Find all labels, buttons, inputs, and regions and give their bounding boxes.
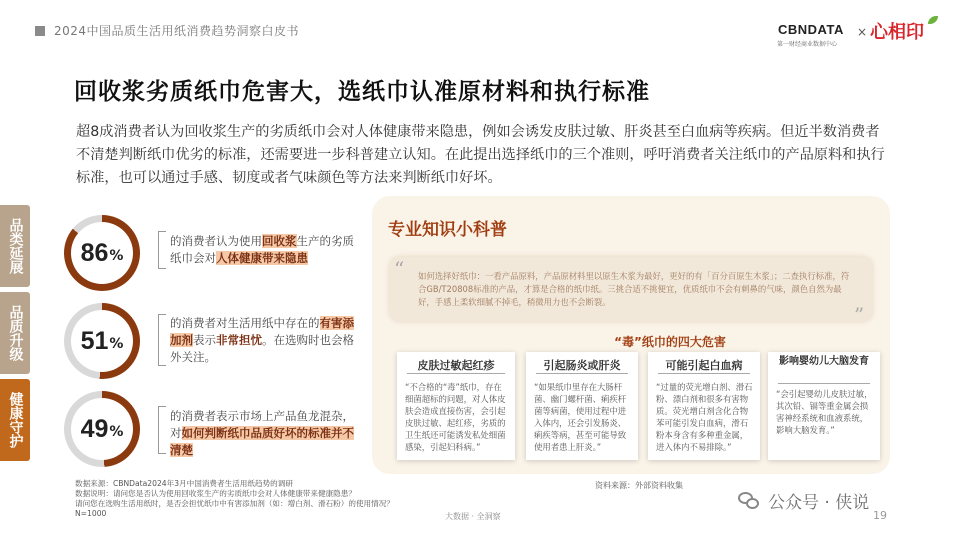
- card-divider: [778, 383, 870, 384]
- quote-close-mark: ”: [854, 303, 865, 327]
- stat-value: 86: [80, 238, 109, 267]
- stat-unit: %: [109, 424, 124, 440]
- card-divider: [536, 373, 628, 374]
- header-marker: [35, 26, 45, 36]
- danger-card: [526, 352, 638, 460]
- footer-slogan: 大数据 · 全洞察: [445, 512, 501, 521]
- stat-ring: [64, 391, 140, 467]
- stat-description: 的消费者对生活用纸中存在的有害添加剂表示非常担忧。在选购时也会格外关注。: [170, 316, 354, 364]
- logo-separator: ×: [857, 25, 868, 39]
- quote-text: 如何选择好纸巾：一看产品原料，产品原材料里以原生木浆为最好，更好的有「百分百原生木浆」；二查执行标准，符合GB/T20808标准的产品，才算是合格的纸巾纸。三挑合适不挑便宜，优质纸巾不会有刺鼻的气味，颜色自然为最好，手感上柔软细腻不掉毛，稍微用力也不会断裂。: [418, 271, 850, 307]
- card-body: “不合格的“毒”纸巾，存在细菌超标的问题，对人体皮肤会造成直接伤害，会引起皮肤过敏、起红疹，劣质的卫生纸还可能诱发私处细菌感染，引起妇科病。”: [405, 382, 506, 452]
- card-body: “如果纸巾里存在大肠杆菌、幽门螺杆菌、痢疾杆菌等病菌，使用过程中进入体内，还会引发肠炎、痢疾等病，甚至可能导致使用者患上肝炎。”: [534, 382, 627, 452]
- stat-ring: [64, 303, 140, 379]
- card-divider: [658, 373, 750, 374]
- stat-bracket: [158, 314, 166, 366]
- side-tab-quality[interactable]: [0, 292, 30, 374]
- card-heading: 引起肠炎或肝炎: [543, 359, 621, 372]
- danger-section-title: “毒”纸巾的四大危害: [614, 335, 726, 349]
- side-tab-label: 健康守护: [7, 392, 24, 448]
- data-source-note: 数据来源：CBNData2024年3月中国消费者生活用纸趋势的调研 数据说明：请问您是否认为使用回收浆生产的劣质纸巾会对人体健康带来健康隐患？ 请问您在选购生活用纸时，是否会担忧纸巾中有害添加剂（如：增白剂、滑石粉）的使用情况？N=1000: [75, 479, 394, 518]
- card-body: “过量的荧光增白剂、滑石粉、漂白剂和很多有害物质。荧光增白剂含化合物苯可能引发白血病，滑石粉本身含有多种重金属，进入体内不易排除。”: [656, 382, 753, 452]
- report-title: 2024中国品质生活用纸消费趋势洞察白皮书: [54, 24, 300, 38]
- side-tab-health[interactable]: [0, 379, 30, 461]
- side-tab-category[interactable]: [0, 205, 30, 287]
- cbndata-logo: CBNDATA: [778, 22, 844, 37]
- reference-source-note: 资料来源：外部资料收集: [595, 481, 683, 490]
- page-title: 回收浆劣质纸巾危害大，选纸巾认准原材料和执行标准: [74, 79, 650, 105]
- leaf-icon: [928, 16, 938, 24]
- side-tab-label: 品类延展: [7, 218, 24, 274]
- stat-bracket: [158, 406, 166, 454]
- partner-logo: 心相印: [870, 22, 924, 43]
- card-divider: [407, 373, 505, 374]
- stat-description: 的消费者表示市场上产品鱼龙混杂，对如何判断纸巾品质好坏的标准并不清楚: [170, 409, 354, 457]
- wechat-watermark: [738, 488, 869, 513]
- panel-title: 专业知识小科普: [388, 220, 507, 240]
- stat-description: 的消费者认为使用回收浆生产的劣质纸巾会对人体健康带来隐患: [170, 234, 354, 265]
- quote-open-mark: “: [394, 257, 405, 281]
- stat-unit: %: [109, 336, 124, 352]
- card-heading: 影响婴幼儿大脑发育: [779, 356, 869, 367]
- stat-value: 49: [80, 414, 109, 443]
- page-number: 19: [873, 509, 887, 522]
- card-heading: 可能引起白血病: [665, 359, 743, 372]
- side-tab-label: 品质升级: [7, 305, 24, 361]
- card-body: “会引起婴幼儿皮肤过敏，其次铅、镉等重金属会损害神经系统和血液系统，影响大脑发育。”: [776, 389, 873, 435]
- wechat-account-name: 公众号 · 侠说: [768, 493, 870, 513]
- card-heading: 皮肤过敏起红疹: [417, 359, 495, 372]
- intro-paragraph: 超8成消费者认为回收浆生产的劣质纸巾会对人体健康带来隐患，例如会诱发皮肤过敏、肝炎甚至白血病等疾病。但近半数消费者不清楚判断纸巾优劣的标准，还需要进一步科普建立认知。在此提出选择纸巾的三个准则，呼吁消费者关注纸巾的产品原料和执行标准，也可以通过手感、韧度或者气味颜色等方法来判断纸巾好坏。: [76, 124, 885, 186]
- danger-card: [648, 352, 760, 460]
- stat-value: 51: [80, 326, 109, 355]
- stat-ring: [64, 215, 140, 291]
- danger-card: [768, 352, 880, 460]
- cbndata-logo-subtitle: 第一财经商业数据中心: [777, 41, 838, 48]
- wechat-icon: [738, 492, 760, 510]
- stat-unit: %: [109, 248, 124, 264]
- stat-bracket: [158, 231, 166, 269]
- danger-card: [397, 352, 515, 460]
